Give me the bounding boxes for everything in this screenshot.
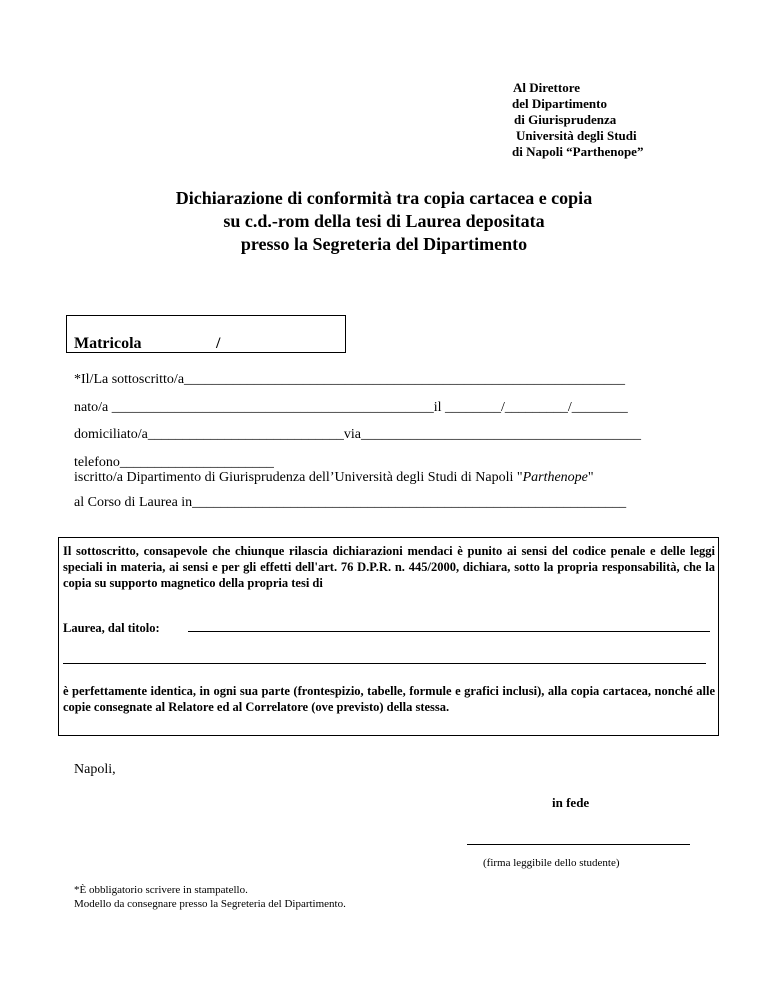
recipient-line-4: Università degli Studi [516, 128, 637, 143]
declaration-conclusion: è perfettamente identica, in ogni sua parte (frontespizio, tabelle, formule e grafici inclusi), alla copia cartacea, nonché alle copie consegnate al Relatore ed al Correlatore (ove previsto) della stessa. [63, 684, 715, 714]
matricola-label: Matricola [74, 335, 142, 352]
thesis-title-line-1[interactable] [188, 631, 710, 632]
signature-line[interactable] [467, 844, 690, 845]
place-label: Napoli, [74, 762, 116, 777]
footnote-stampatello: *È obbligatorio scrivere in stampatello. [74, 884, 248, 896]
iscritto-line [74, 469, 594, 487]
matricola-separator: / [216, 335, 221, 352]
nato-field[interactable]: nato/a ______________________________________________il ________/_________/________ [74, 400, 628, 415]
domiciliato-field[interactable]: domiciliato/a____________________________via________________________________________ [74, 427, 641, 442]
iscritto-text: iscritto/a Dipartimento di Giurisprudenza dell’Università degli Studi di Napoli " [74, 470, 523, 485]
declaration-intro: Il sottoscritto, consapevole che chiunque rilascia dichiarazioni mendaci è punito ai sensi del codice penale e delle leggi speciali in materia, ai sensi e per gli effetti dell'art. 76 D.P.R. n. 445/2000, dichiara, sotto la propria responsabilità, che la copia su supporto magnetico della propria tesi di [63, 544, 715, 590]
recipient-line-5: di Napoli “Parthenope” [512, 144, 644, 159]
signature-caption: (firma leggibile dello studente) [483, 857, 620, 869]
recipient-line-3: di Giurisprudenza [514, 112, 617, 127]
in-fede-label: in fede [552, 795, 590, 810]
thesis-title-label: Laurea, dal titolo: [63, 621, 160, 635]
recipient-line-1: Al Direttore [513, 80, 581, 95]
sottoscritto-field[interactable]: *Il/La sottoscritto/a_______________________________________________________________ [74, 372, 626, 387]
corso-field[interactable]: al Corso di Laurea in______________________________________________________________ [74, 495, 627, 510]
iscritto-university: Parthenope [522, 470, 588, 485]
thesis-title-line-2[interactable] [63, 663, 706, 664]
telefono-field[interactable]: telefono______________________ [74, 455, 274, 470]
title-line-2: su c.d.-rom della tesi di Laurea depositata [223, 211, 545, 231]
document-title [60, 187, 708, 256]
title-line-1: Dichiarazione di conformità tra copia cartacea e copia [175, 188, 593, 208]
footnote-consegna: Modello da consegnare presso la Segreteria del Dipartimento. [74, 898, 346, 910]
title-line-3: presso la Segreteria del Dipartimento [240, 234, 528, 254]
recipient-line-2: del Dipartimento [512, 96, 607, 111]
iscritto-close-quote: " [587, 470, 594, 485]
